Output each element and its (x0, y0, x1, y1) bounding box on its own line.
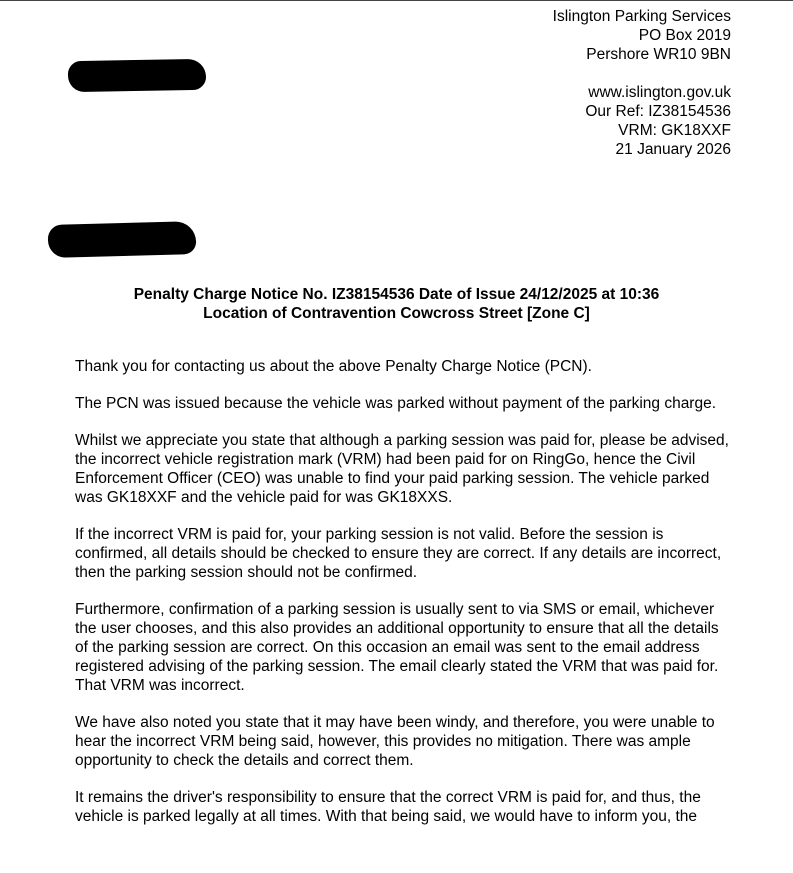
pcn-heading-line-2: Location of Contravention Cowcross Street [Zone C] (203, 305, 590, 322)
paragraph: It remains the driver's responsibility to ensure that the correct VRM is paid for, and thus, the vehicle is parked legally at all times. With that being said, we would have to inform you, the (75, 789, 701, 825)
paragraph: Furthermore, confirmation of a parking session is usually sent to via SMS or email, whichever the user chooses, and this also provides an additional opportunity to ensure that all the details of the parking session are correct. On this occasion an email was sent to the email address registered advising of the parking session. The email clearly stated the VRM that was paid for. That VRM was incorrect. (75, 601, 719, 694)
sender-po-box: PO Box 2019 (638, 27, 731, 44)
paragraph: We have also noted you state that it may have been windy, and therefore, you were unable to hear the incorrect VRM being said, however, this provides no mitigation. There was ample opportunity to check the details and correct them. (75, 714, 715, 769)
top-border-line (0, 0, 793, 1)
sender-town-postcode: Pershore WR10 9BN (586, 46, 731, 63)
redacted-salutation (48, 221, 197, 258)
paragraph: If the incorrect VRM is paid for, your parking session is not valid. Before the session is confirmed, all details should be checked to ensure they are correct. If any details are incorrect, then the parking session should not be confirmed. (75, 526, 722, 581)
pcn-heading-line-1: Penalty Charge Notice No. IZ38154536 Date of Issue 24/12/2025 at 10:36 (133, 286, 660, 303)
letter-body (75, 357, 735, 844)
paragraph: The PCN was issued because the vehicle was parked without payment of the parking charge. (75, 395, 717, 412)
sender-website: www.islington.gov.uk (588, 84, 731, 101)
letter-date: 21 January 2026 (615, 141, 731, 158)
our-reference: Our Ref: IZ38154536 (585, 103, 731, 120)
address-spacer (553, 64, 731, 83)
paragraph: Whilst we appreciate you state that although a parking session was paid for, please be advised, the incorrect vehicle registration mark (VRM) had been paid for on RingGo, hence the Civil Enforcement Officer (CEO) was unable to find your paid parking session. The vehicle parked was GK18XXF and the vehicle paid for was GK18XXS. (75, 432, 729, 506)
paragraph: Thank you for contacting us about the above Penalty Charge Notice (PCN). (75, 358, 592, 375)
sender-address-block (553, 7, 731, 159)
vehicle-registration: VRM: GK18XXF (618, 122, 731, 139)
redacted-recipient-name (68, 59, 207, 92)
pcn-heading (0, 285, 793, 323)
sender-organisation: Islington Parking Services (552, 8, 731, 25)
